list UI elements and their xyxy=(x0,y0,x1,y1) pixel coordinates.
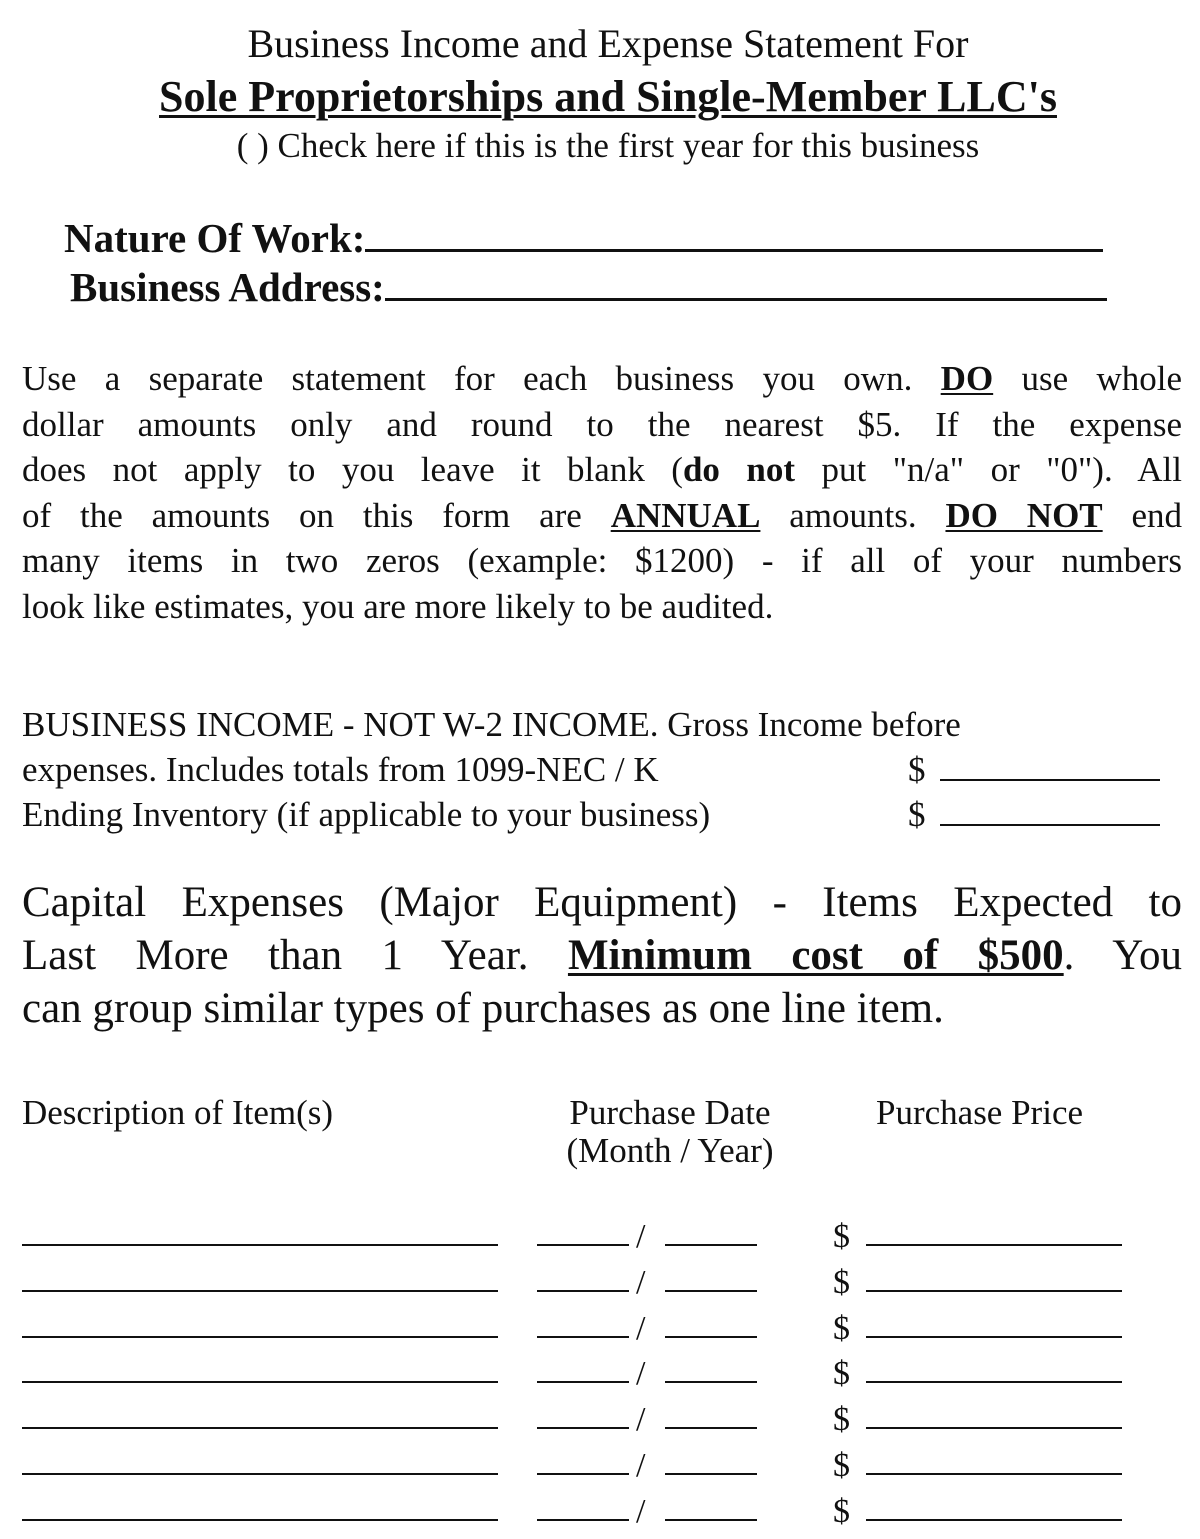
description-input[interactable] xyxy=(22,1381,498,1383)
business-address-label: Business Address: xyxy=(70,264,385,310)
expense-row xyxy=(0,1264,1200,1310)
gross-income-row: expenses. Includes totals from 1099-NEC / K $ xyxy=(22,747,1172,792)
capital-expenses-heading: Capital Expenses (Major Equipment) - Items Expected to Last More than 1 Year. Minimum cost of $500. You can group similar types of purchases as one line item. xyxy=(22,879,1183,1032)
date-separator: / xyxy=(636,1309,646,1347)
col-description-header: Description of Item(s) xyxy=(22,1093,334,1132)
year-input[interactable] xyxy=(665,1244,757,1246)
gross-income-input[interactable] xyxy=(940,749,1160,781)
month-input[interactable] xyxy=(537,1336,629,1338)
month-input[interactable] xyxy=(537,1290,629,1292)
description-input[interactable] xyxy=(22,1473,498,1475)
price-input[interactable] xyxy=(866,1244,1122,1246)
nature-of-work-input[interactable] xyxy=(365,215,1103,252)
description-input[interactable] xyxy=(22,1336,498,1338)
price-input[interactable] xyxy=(866,1381,1122,1383)
month-input[interactable] xyxy=(537,1473,629,1475)
ending-inventory-row: Ending Inventory (if applicable to your business) $ xyxy=(22,792,1172,837)
business-address-input[interactable] xyxy=(385,264,1107,301)
form-title: Business Income and Expense Statement For xyxy=(247,21,969,66)
year-input[interactable] xyxy=(665,1473,757,1475)
date-separator: / xyxy=(636,1263,646,1301)
expense-row xyxy=(0,1218,1200,1264)
dollar-sign: $ xyxy=(833,1446,850,1484)
dollar-sign: $ xyxy=(908,750,926,789)
nature-of-work-field xyxy=(64,214,1103,262)
month-input[interactable] xyxy=(537,1427,629,1429)
col-date-header: Purchase Date (Month / Year) xyxy=(566,1093,774,1170)
capital-expense-rows xyxy=(0,1218,1200,1539)
date-separator: / xyxy=(636,1492,646,1530)
price-input[interactable] xyxy=(866,1427,1122,1429)
year-input[interactable] xyxy=(665,1290,757,1292)
year-input[interactable] xyxy=(665,1427,757,1429)
dollar-sign: $ xyxy=(833,1492,850,1530)
nature-of-work-label: Nature Of Work: xyxy=(64,215,366,261)
business-address-field xyxy=(70,263,1107,311)
price-input[interactable] xyxy=(866,1336,1122,1338)
description-input[interactable] xyxy=(22,1244,498,1246)
description-input[interactable] xyxy=(22,1290,498,1292)
form-subtitle: Sole Proprietorships and Single-Member LLC's xyxy=(159,72,1057,121)
month-input[interactable] xyxy=(537,1244,629,1246)
year-input[interactable] xyxy=(665,1519,757,1521)
income-heading: BUSINESS INCOME - NOT W-2 INCOME. Gross Income before xyxy=(22,705,961,744)
dollar-sign: $ xyxy=(908,795,926,834)
business-income-section xyxy=(22,702,1172,837)
expense-row xyxy=(0,1401,1200,1447)
date-separator: / xyxy=(636,1446,646,1484)
date-separator: / xyxy=(636,1355,646,1393)
price-input[interactable] xyxy=(866,1519,1122,1521)
expense-row xyxy=(0,1493,1200,1539)
ending-inventory-input[interactable] xyxy=(940,794,1160,826)
dollar-sign: $ xyxy=(833,1218,850,1255)
dollar-sign: $ xyxy=(833,1309,850,1347)
dollar-sign: $ xyxy=(833,1263,850,1301)
price-input[interactable] xyxy=(866,1473,1122,1475)
month-input[interactable] xyxy=(537,1519,629,1521)
expense-row xyxy=(0,1447,1200,1493)
first-year-line xyxy=(0,124,1200,168)
col-price-header: Purchase Price xyxy=(876,1093,1084,1132)
dollar-sign: $ xyxy=(833,1355,850,1393)
description-input[interactable] xyxy=(22,1519,498,1521)
first-year-checkbox[interactable]: ( ) xyxy=(236,126,269,165)
instructions-paragraph: Use a separate statement for each business you own. DO use whole dollar amounts only and round to the nearest $5. If the expense does not apply to you leave it blank (do not put "n/a" or "0"). All of the amounts on this form are ANNUAL amounts. DO NOT end many items in two zeros (example: $1200) - if all of your numbers look like estimates, you are more likely to be audited. xyxy=(22,359,1183,626)
expense-row xyxy=(0,1310,1200,1356)
month-input[interactable] xyxy=(537,1381,629,1383)
year-input[interactable] xyxy=(665,1336,757,1338)
year-input[interactable] xyxy=(665,1381,757,1383)
description-input[interactable] xyxy=(22,1427,498,1429)
first-year-label: Check here if this is the first year for this business xyxy=(277,126,980,165)
date-separator: / xyxy=(636,1401,646,1439)
date-separator: / xyxy=(636,1218,646,1255)
price-input[interactable] xyxy=(866,1290,1122,1292)
dollar-sign: $ xyxy=(833,1401,850,1439)
expense-row xyxy=(0,1355,1200,1401)
